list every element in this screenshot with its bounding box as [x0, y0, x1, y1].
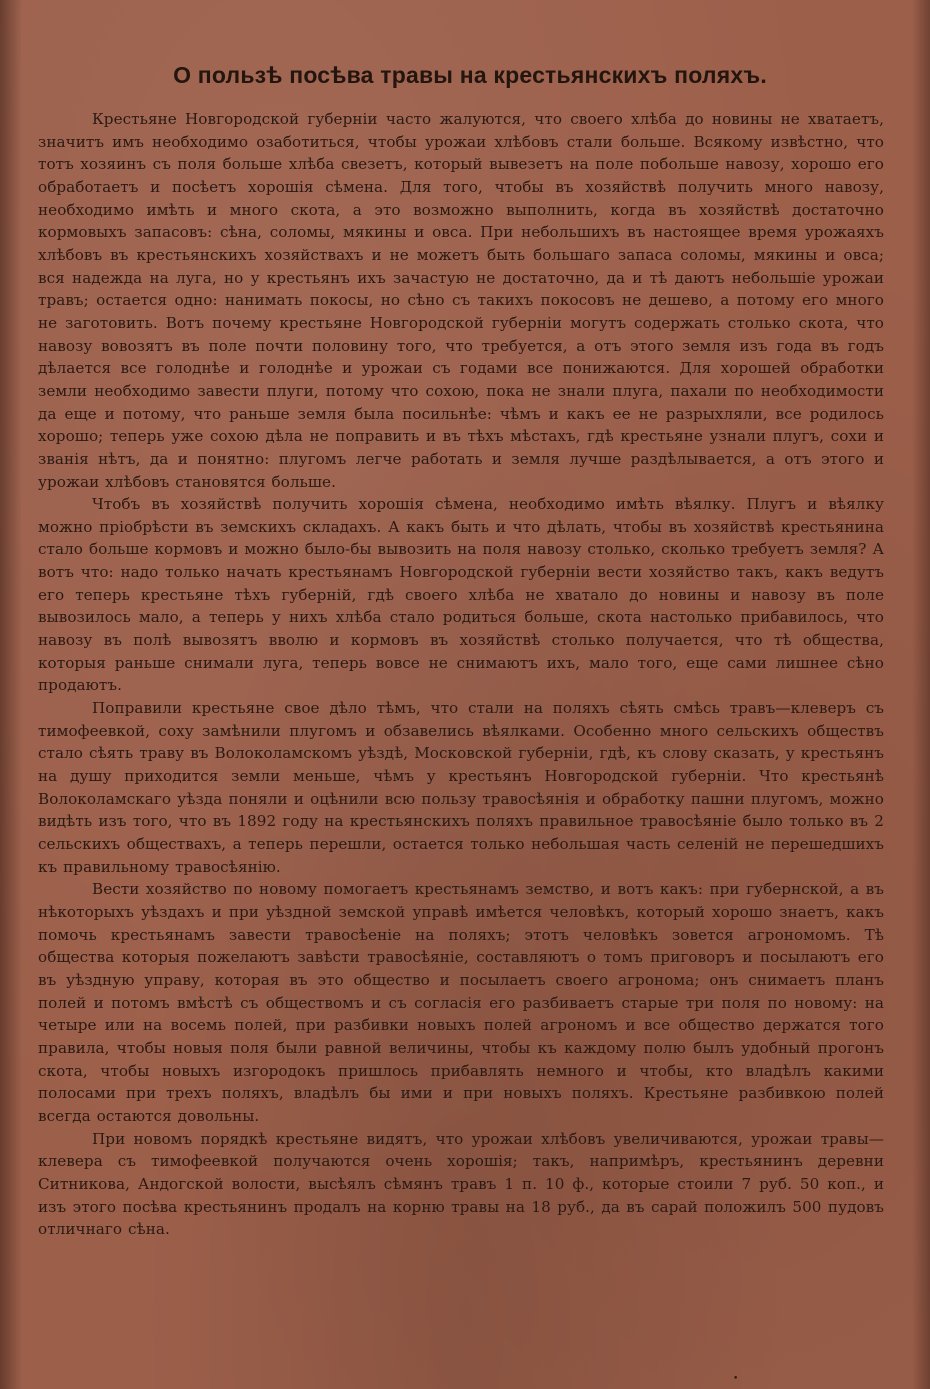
page-edge-shadow-left — [0, 0, 22, 1389]
ink-speck: • — [733, 1374, 739, 1384]
paragraph-2: Чтобъ въ хозяйствѣ получить хорошія сѣмена, необходимо имѣть вѣялку. Плугъ и вѣялку можно пріобрѣсти въ земскихъ складахъ. А какъ быть и что дѣлать, чтобы въ хозяйствѣ крестьянина стало больше кормовъ и можно было-бы вывозить на поля навозу столько, сколько требуетъ земля? А вотъ что: надо только начать крестьянамъ Новгородской губерніи вести хозяйство такъ, какъ ведутъ его теперь крестьяне тѣхъ губерній, гдѣ своего хлѣба не хватало до новины и навозу въ поле вывозилось мало, а теперь у нихъ хлѣба стало родиться больше, скота настолько прибавилось, что навозу въ полѣ вывозятъ вволю и кормовъ въ хозяйствѣ столько получается, что тѣ общества, которыя раньше снимали луга, теперь вовсе не снимаютъ ихъ, мало того, еще сами лишнее сѣно продаютъ. — [38, 495, 884, 695]
paragraph-4: Вести хозяйство по новому помогаетъ крестьянамъ земство, и вотъ какъ: при губернской, а въ нѣкоторыхъ уѣздахъ и при уѣздной земской управѣ имѣется человѣкъ, который хорошо знаетъ, какъ помочь крестьянамъ завести травосѣеніе на поляхъ; этотъ человѣкъ зовется агрономомъ. Тѣ общества которыя пожелаютъ завѣсти травосѣяніе, составляютъ о томъ приговоръ и посылаютъ его въ уѣздную управу, которая въ это общество и посылаетъ своего агронома; онъ снимаетъ планъ полей и потомъ вмѣстѣ съ обществомъ и съ согласія его разбиваетъ старые три поля по новому: на четыре или на восемь полей, при разбивки новыхъ полей агрономъ и все общество держатся того правила, чтобы новыя поля были равной величины, чтобы къ каждому полю былъ удобный прогонъ скота, чтобы новыхъ изгородокъ пришлось прибавлять немного и чтобы, кто владѣлъ какими полосами при трехъ поляхъ, владѣлъ бы ими и при новыхъ поляхъ. Крестьяне разбивкою полей всегда остаются довольны. — [38, 880, 884, 1125]
article-body — [38, 108, 884, 1241]
paragraph-5: При новомъ порядкѣ крестьяне видятъ, что урожаи хлѣбовъ увеличиваются, урожаи травы—клевера съ тимофеевкой получаются очень хорошія; такъ, напримѣръ, крестьянинъ деревни Ситникова, Андогской волости, высѣялъ сѣмянъ травъ 1 п. 10 ф., которые стоили 7 руб. 50 коп., и изъ этого посѣва крестьянинъ продалъ на корню травы на 18 руб., да въ сарай положилъ 500 пудовъ отличнаго сѣна. — [38, 1129, 884, 1239]
page-edge-shadow-right — [912, 0, 930, 1389]
page-title: О пользѣ посѣва травы на крестьянскихъ поляхъ. — [173, 62, 767, 88]
paragraph-3: Поправили крестьяне свое дѣло тѣмъ, что стали на поляхъ сѣять смѣсь травъ—клеверъ съ тимофеевкой, соху замѣнили плугомъ и обзавелись вѣялками. Особенно много сельскихъ обществъ стало сѣять траву въ Волоколамскомъ уѣздѣ, Московской губерніи, гдѣ, къ слову сказать, у крестьянъ на душу приходится земли меньше, чѣмъ у крестьянъ Новгородской губерніи. Что крестьянѣ Волоколамскаго уѣзда поняли и оцѣнили всю пользу травосѣянія и обработку пашни плугомъ, можно видѣть изъ того, что въ 1892 году на крестьянскихъ поляхъ правильное травосѣяніе было только въ 2 сельскихъ обществахъ, а теперь перешли, остается только небольшая часть селеній не перешедшихъ къ правильному травосѣянію. — [38, 699, 884, 876]
paragraph-1: Крестьяне Новгородской губерніи часто жалуются, что своего хлѣба до новины не хватаетъ, значитъ имъ необходимо озаботиться, чтобы урожаи хлѣбовъ стали больше. Всякому извѣстно, что тотъ хозяинъ съ поля больше хлѣба свезетъ, который вывезетъ на поле побольше навозу, хорошо его обработаетъ и посѣетъ хорошія сѣмена. Для того, чтобы въ хозяйствѣ получить много навозу, необходимо имѣть и много скота, а это возможно выполнить, когда въ хозяйствѣ достаточно кормовыхъ запасовъ: сѣна, соломы, мякины и овса. При небольшихъ въ настоящее время урожаяхъ хлѣбовъ въ крестьянскихъ хозяйствахъ и не можетъ быть большаго запаса соломы, мякины и овса; вся надежда на луга, но у крестьянъ ихъ зачастую не достаточно, да и тѣ даютъ небольшіе урожаи травъ; остается одно: нанимать покосы, но сѣно съ такихъ покосовъ не дешево, а потому его много не заготовить. Вотъ почему крестьяне Новгородской губерніи могутъ содержать столько скота, что навозу вовозятъ въ поле почти половину того, что требуется, а отъ этого земля изъ года въ годъ дѣлается все голоднѣе и голоднѣе и урожаи съ годами все понижаются. Для хорошей обработки земли необходимо завести плуги, потому что сохою, пока не знали плуга, пахали по необходимости да еще и потому, что раньше земля была посильнѣе: чѣмъ и какъ ее не разрыхляли, все родилось хорошо; теперь уже сохою дѣла не поправить и въ тѣхъ мѣстахъ, гдѣ крестьяне узнали плугъ, сохи и званія нѣтъ, да и понятно: плугомъ легче работать и земля лучше раздѣлывается, а отъ этого и урожаи хлѣбовъ становятся больше. — [38, 110, 884, 491]
